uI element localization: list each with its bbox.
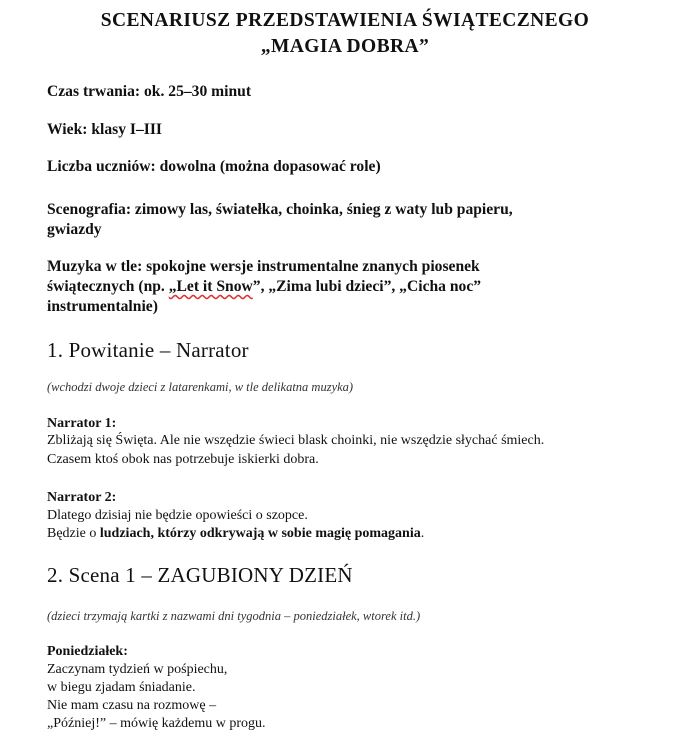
meta-scenography-line2: gwiazdy — [47, 221, 102, 238]
narrator2-label: Narrator 2: — [47, 490, 117, 505]
meta-music — [47, 257, 647, 317]
narrator2-line2 — [47, 526, 424, 542]
section2-stage-direction: (dzieci trzymają kartki z nazwami dni tygodnia – poniedziałek, wtorek itd.) — [47, 609, 421, 623]
meta-students: Liczba uczniów: dowolna (można dopasować role) — [47, 158, 381, 175]
narrator2-line2-c: . — [420, 526, 425, 541]
monday-line4: „Później!” – mówię każdemu w progu. — [47, 716, 266, 731]
meta-duration: Czas trwania: ok. 25–30 minut — [47, 83, 252, 100]
monday-line3: Nie mam czasu na rozmowę – — [47, 698, 217, 713]
meta-music-line2-c: ”, „Zima lubi dzieci”, „Cicha noc” — [252, 278, 482, 295]
meta-scenography — [47, 200, 647, 240]
meta-music-line2-b: „Let it Snow — [168, 278, 253, 295]
narrator1-line2: Czasem ktoś obok nas potrzebuje iskierki dobra. — [47, 452, 319, 467]
narrator2-line2-b: ludziach, którzy odkrywają w sobie magię pomagania — [99, 526, 421, 541]
monday-line1: Zaczynam tydzień w pośpiechu, — [47, 662, 228, 677]
meta-age: Wiek: klasy I–III — [47, 121, 162, 138]
meta-music-line1: Muzyka w tle: spokojne wersje instrumentalne znanych piosenek — [47, 258, 480, 275]
narrator2-line2-a: Będzie o — [47, 526, 100, 541]
narrator1-label: Narrator 1: — [47, 416, 117, 431]
document-title-line1: SCENARIUSZ PRZEDSTAWIENIA ŚWIĄTECZNEGO — [100, 10, 590, 31]
narrator1-line1: Zbliżają się Święta. Ale nie wszędzie świeci blask choinki, nie wszędzie słychać śmiech. — [47, 433, 545, 448]
document-title-line2: „MAGIA DOBRA” — [260, 36, 430, 57]
meta-music-line3: instrumentalnie) — [47, 298, 158, 315]
section1-stage-direction: (wchodzi dwoje dzieci z latarenkami, w tle delikatna muzyka) — [47, 380, 354, 394]
monday-label: Poniedziałek: — [47, 644, 128, 659]
section1-heading: 1. Powitanie – Narrator — [47, 338, 249, 362]
meta-scenography-line1: Scenografia: zimowy las, światełka, choinka, śnieg z waty lub papieru, — [47, 201, 513, 218]
section2-heading: 2. Scena 1 – ZAGUBIONY DZIEŃ — [47, 563, 353, 587]
meta-music-line2-a: świątecznych (np. — [47, 278, 169, 295]
narrator2-line1: Dlatego dzisiaj nie będzie opowieści o szopce. — [47, 508, 308, 523]
monday-line2: w biegu zjadam śniadanie. — [47, 680, 196, 695]
meta-music-line2 — [47, 277, 647, 297]
